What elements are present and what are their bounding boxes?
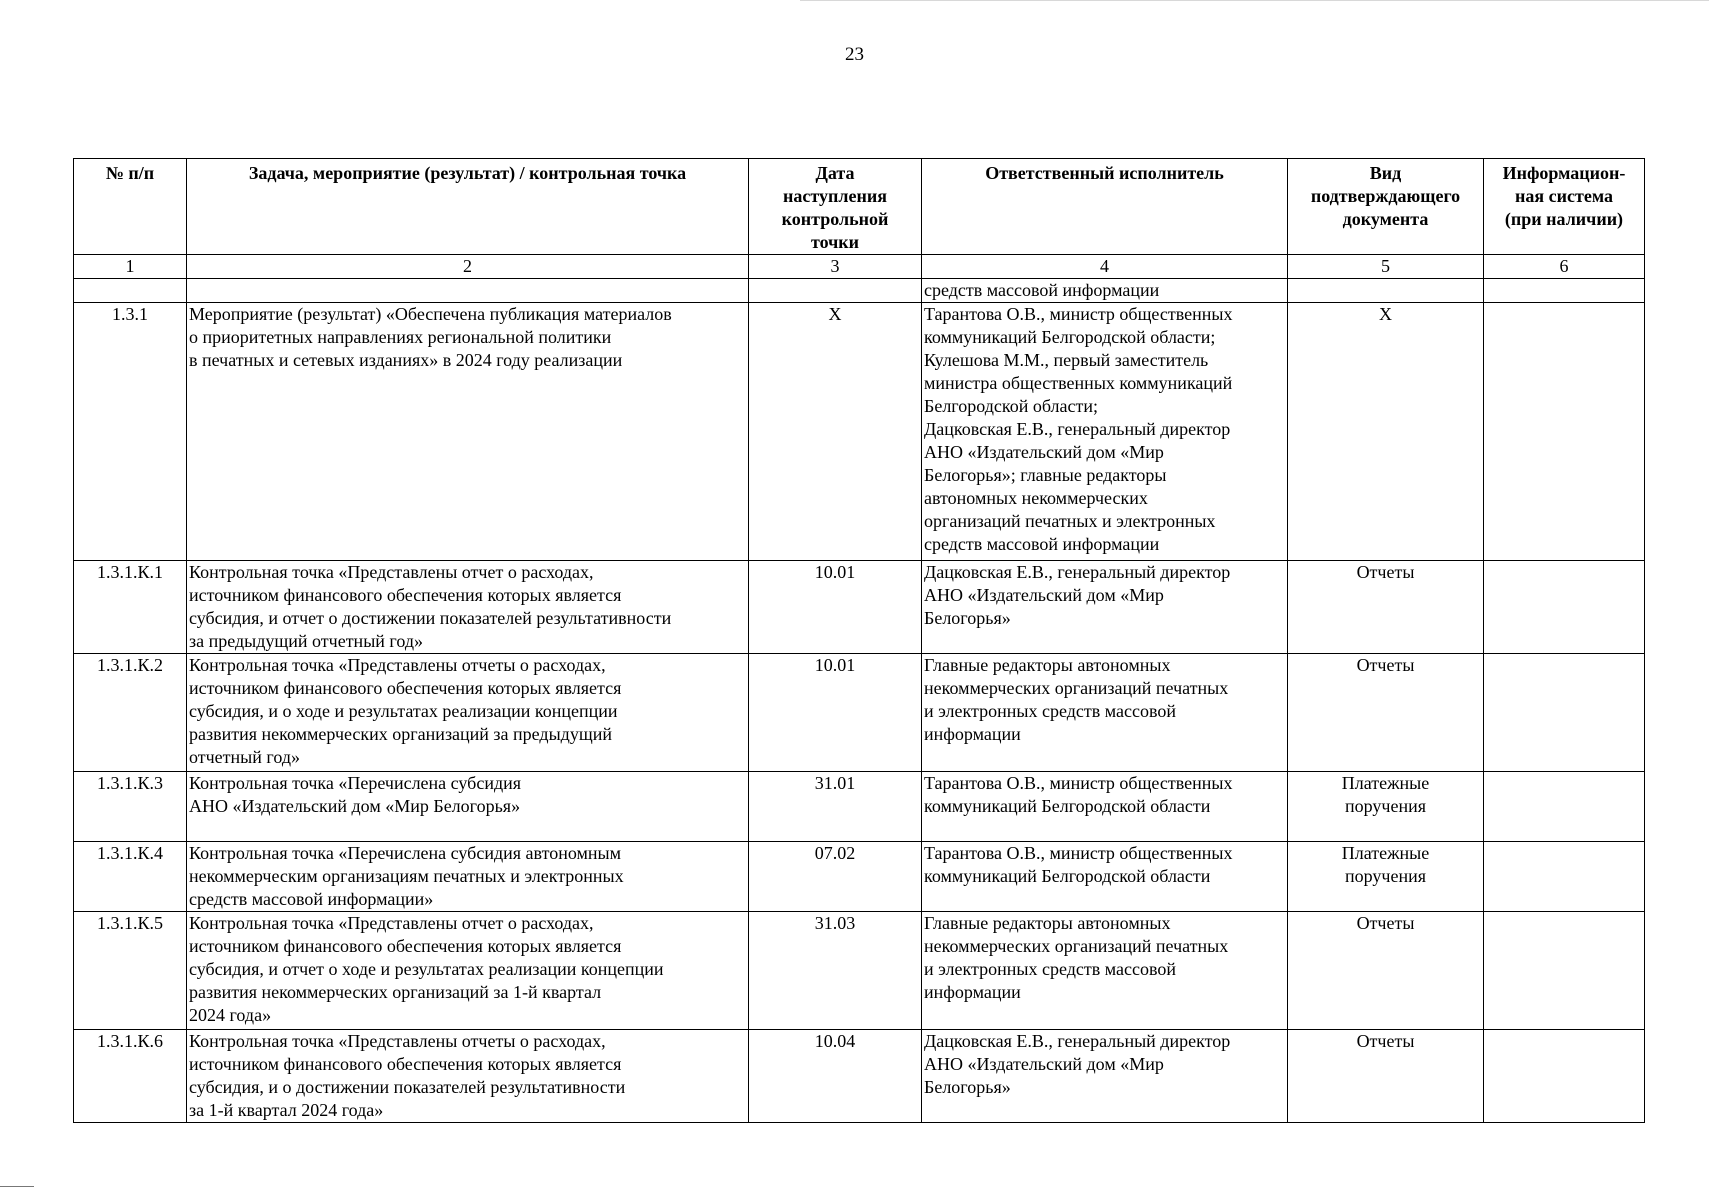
- document-type-line: Платежные: [1341, 843, 1430, 863]
- table-row: [74, 912, 1645, 1030]
- document-type-line: Отчеты: [1356, 562, 1415, 582]
- table-row: [74, 1030, 1645, 1123]
- executor-line: Главные редакторы автономных: [924, 913, 1171, 933]
- task-line: Контрольная точка «Представлены отчеты о расходах,: [189, 1031, 606, 1051]
- cell-empty: [1288, 279, 1484, 303]
- task-line: Контрольная точка «Представлены отчеты о расходах,: [189, 655, 606, 675]
- document-type-cell: [1288, 912, 1484, 1030]
- header-date: [749, 159, 922, 255]
- info-system-cell: [1484, 842, 1645, 912]
- info-system-cell: [1484, 772, 1645, 842]
- date-cell: 31.01: [749, 772, 922, 842]
- executor-line: Тарантова О.В., министр общественных: [924, 773, 1233, 793]
- column-number: 5: [1288, 255, 1484, 279]
- info-system-cell: [1484, 912, 1645, 1030]
- cell-empty: [187, 279, 749, 303]
- table-row: [74, 842, 1645, 912]
- task-cell: [187, 1030, 749, 1123]
- document-type-line: поручения: [1345, 866, 1426, 886]
- header-system-line: (при наличии): [1504, 209, 1624, 229]
- executor-cell: [922, 561, 1288, 654]
- task-line: субсидия, и отчет о достижении показателей результативности: [189, 608, 672, 628]
- header-system-line: Информацион-: [1502, 163, 1626, 183]
- cell-empty: [749, 279, 922, 303]
- executor-line: информации: [924, 724, 1021, 744]
- table-row: [74, 561, 1645, 654]
- executor-line: Дацковская Е.В., генеральный директор: [924, 419, 1231, 439]
- date-cell: 10.01: [749, 654, 922, 772]
- executor-line: Дацковская Е.В., генеральный директор: [924, 1031, 1231, 1051]
- plan-table: [73, 158, 1645, 1123]
- header-num: № п/п: [74, 159, 187, 255]
- executor-line: автономных некоммерческих: [924, 488, 1148, 508]
- task-line: субсидия, и о достижении показателей результативности: [189, 1077, 626, 1097]
- task-line: некоммерческим организациям печатных и электронных: [189, 866, 624, 886]
- header-date-line: наступления: [783, 186, 887, 206]
- executor-line: Белогорья»; главные редакторы: [924, 465, 1167, 485]
- info-system-cell: [1484, 303, 1645, 561]
- scan-margin-mark: [0, 1186, 34, 1187]
- task-line: источником финансового обеспечения которых является: [189, 678, 622, 698]
- page-number: 23: [845, 44, 864, 65]
- table-row: [74, 654, 1645, 772]
- task-line: 2024 года»: [189, 1005, 272, 1025]
- document-type-line: поручения: [1345, 796, 1426, 816]
- date-cell: 10.04: [749, 1030, 922, 1123]
- document-type-cell: [1288, 303, 1484, 561]
- document-type-line: Отчеты: [1356, 655, 1415, 675]
- executor-line: Белогорья»: [924, 1077, 1011, 1097]
- document-type-line: Х: [1379, 304, 1392, 324]
- task-cell: [187, 561, 749, 654]
- executor-line: некоммерческих организаций печатных: [924, 678, 1229, 698]
- header-doc-line: подтверждающего: [1310, 186, 1461, 206]
- row-number: 1.3.1.К.6: [74, 1030, 187, 1123]
- row-number: 1.3.1.К.1: [74, 561, 187, 654]
- document-type-cell: [1288, 1030, 1484, 1123]
- executor-line: Тарантова О.В., министр общественных: [924, 843, 1233, 863]
- task-line: источником финансового обеспечения которых является: [189, 1054, 622, 1074]
- row-number: 1.3.1.К.2: [74, 654, 187, 772]
- continuation-text: средств массовой информации: [922, 279, 1288, 303]
- header-doc: [1288, 159, 1484, 255]
- task-cell: [187, 842, 749, 912]
- task-line: источником финансового обеспечения которых является: [189, 585, 622, 605]
- table-row: [74, 303, 1645, 561]
- task-cell: [187, 654, 749, 772]
- column-number: 4: [922, 255, 1288, 279]
- column-number: 1: [74, 255, 187, 279]
- column-number: 2: [187, 255, 749, 279]
- cell-empty: [74, 279, 187, 303]
- header-doc-line: документа: [1342, 209, 1429, 229]
- task-line: Контрольная точка «Перечислена субсидия автономным: [189, 843, 621, 863]
- header-doc-line: Вид: [1369, 163, 1402, 183]
- task-line: развития некоммерческих организаций за предыдущий: [189, 724, 612, 744]
- table-row: [74, 772, 1645, 842]
- executor-cell: [922, 303, 1288, 561]
- task-line: в печатных и сетевых изданиях» в 2024 году реализации: [189, 350, 623, 370]
- cell-empty: [1484, 279, 1645, 303]
- header-system: [1484, 159, 1645, 255]
- column-number-row: [74, 255, 1645, 279]
- row-number: 1.3.1: [74, 303, 187, 561]
- task-line: за предыдущий отчетный год»: [189, 631, 423, 651]
- task-line: субсидия, и отчет о ходе и результатах реализации концепции: [189, 959, 664, 979]
- task-line: субсидия, и о ходе и результатах реализации концепции: [189, 701, 618, 721]
- executor-cell: [922, 912, 1288, 1030]
- info-system-cell: [1484, 654, 1645, 772]
- document-type-line: Отчеты: [1356, 1031, 1415, 1051]
- executor-line: коммуникаций Белгородской области;: [924, 327, 1216, 347]
- header-date-line: контрольной: [781, 209, 889, 229]
- task-line: средств массовой информации»: [189, 889, 434, 909]
- document-type-cell: [1288, 842, 1484, 912]
- executor-line: министра общественных коммуникаций: [924, 373, 1233, 393]
- task-cell: [187, 303, 749, 561]
- top-scan-rule: [800, 0, 1709, 1]
- date-cell: 31.03: [749, 912, 922, 1030]
- task-line: АНО «Издательский дом «Мир Белогорья»: [189, 796, 521, 816]
- info-system-cell: [1484, 1030, 1645, 1123]
- task-line: Контрольная точка «Представлены отчет о расходах,: [189, 913, 594, 933]
- executor-line: Кулешова М.М., первый заместитель: [924, 350, 1209, 370]
- executor-line: организаций печатных и электронных: [924, 511, 1216, 531]
- header-task: Задача, мероприятие (результат) / контрольная точка: [187, 159, 749, 255]
- executor-line: коммуникаций Белгородской области: [924, 866, 1211, 886]
- executor-line: и электронных средств массовой: [924, 701, 1176, 721]
- table-header-row: [74, 159, 1645, 255]
- executor-line: Тарантова О.В., министр общественных: [924, 304, 1233, 324]
- executor-line: некоммерческих организаций печатных: [924, 936, 1229, 956]
- executor-line: Белгородской области;: [924, 396, 1099, 416]
- header-date-line: точки: [810, 232, 860, 252]
- executor-line: Белогорья»: [924, 608, 1011, 628]
- task-line: Контрольная точка «Перечислена субсидия: [189, 773, 522, 793]
- date-cell: 10.01: [749, 561, 922, 654]
- row-number: 1.3.1.К.3: [74, 772, 187, 842]
- document-type-line: Отчеты: [1356, 913, 1415, 933]
- continuation-row: [74, 279, 1645, 303]
- executor-line: Дацковская Е.В., генеральный директор: [924, 562, 1231, 582]
- info-system-cell: [1484, 561, 1645, 654]
- executor-line: средств массовой информации: [924, 534, 1160, 554]
- task-line: о приоритетных направлениях региональной политики: [189, 327, 612, 347]
- executor-line: АНО «Издательский дом «Мир: [924, 442, 1164, 462]
- header-system-line: ная система: [1515, 186, 1613, 206]
- document-type-cell: [1288, 772, 1484, 842]
- task-line: за 1-й квартал 2024 года»: [189, 1100, 384, 1120]
- task-line: развития некоммерческих организаций за 1-й квартал: [189, 982, 602, 1002]
- executor-line: информации: [924, 982, 1021, 1002]
- executor-line: и электронных средств массовой: [924, 959, 1176, 979]
- header-executor: Ответственный исполнитель: [922, 159, 1288, 255]
- column-number: 3: [749, 255, 922, 279]
- executor-line: Главные редакторы автономных: [924, 655, 1171, 675]
- executor-line: АНО «Издательский дом «Мир: [924, 585, 1164, 605]
- task-line: источником финансового обеспечения которых является: [189, 936, 622, 956]
- executor-cell: [922, 654, 1288, 772]
- column-number: 6: [1484, 255, 1645, 279]
- task-line: Контрольная точка «Представлены отчет о расходах,: [189, 562, 594, 582]
- header-date-line: Дата: [815, 163, 855, 183]
- document-type-line: Платежные: [1341, 773, 1430, 793]
- executor-line: коммуникаций Белгородской области: [924, 796, 1211, 816]
- executor-cell: [922, 772, 1288, 842]
- task-cell: [187, 772, 749, 842]
- task-cell: [187, 912, 749, 1030]
- row-number: 1.3.1.К.5: [74, 912, 187, 1030]
- executor-cell: [922, 842, 1288, 912]
- task-line: отчетный год»: [189, 747, 300, 767]
- task-line: Мероприятие (результат) «Обеспечена публикация материалов: [189, 304, 672, 324]
- document-type-cell: [1288, 561, 1484, 654]
- executor-line: АНО «Издательский дом «Мир: [924, 1054, 1164, 1074]
- executor-cell: [922, 1030, 1288, 1123]
- date-cell: Х: [749, 303, 922, 561]
- row-number: 1.3.1.К.4: [74, 842, 187, 912]
- date-cell: 07.02: [749, 842, 922, 912]
- document-type-cell: [1288, 654, 1484, 772]
